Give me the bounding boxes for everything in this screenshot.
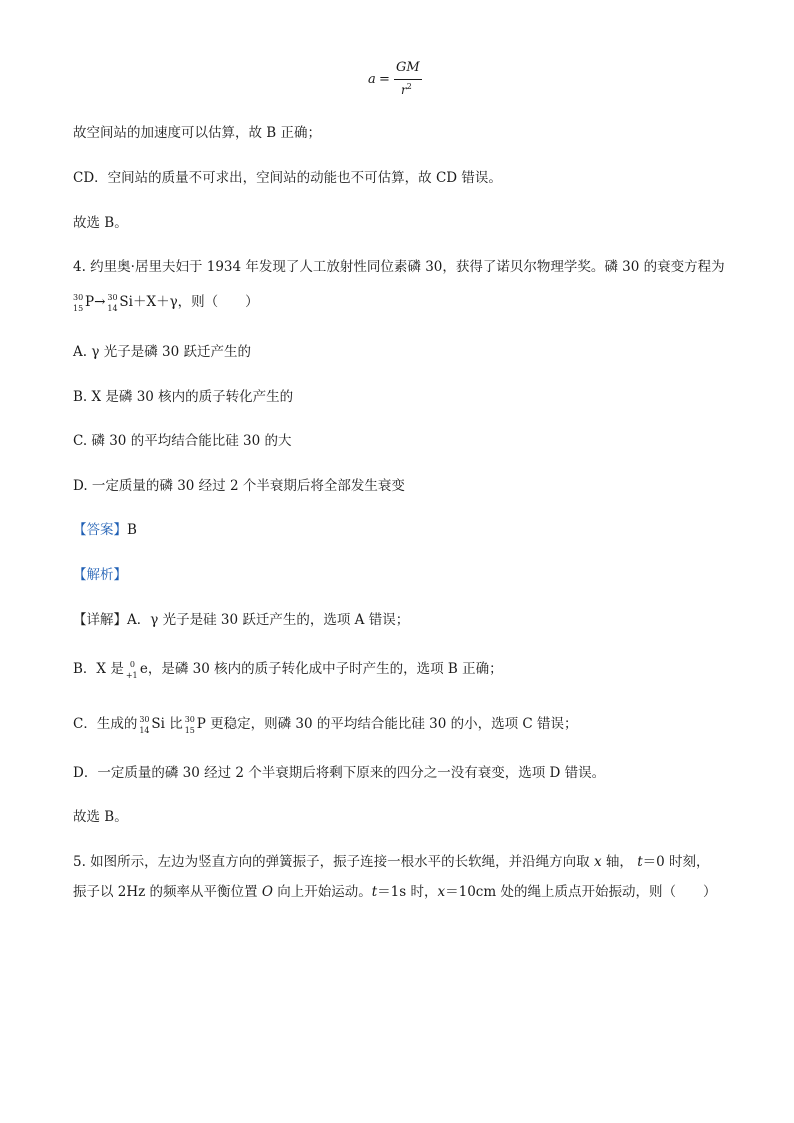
option-a: A. γ 光子是磷 30 跃迁产生的 bbox=[73, 344, 251, 360]
detail-b: B．X 是 0 +1 e，是磷 30 核内的质子转化成中子时产生的，选项 B 正确； bbox=[73, 660, 503, 680]
decay-equation: 30 15 P→ 30 14 Si＋X＋γ，则（ ） bbox=[73, 293, 259, 313]
text-line: 故空间站的加速度可以估算，故 B 正确； bbox=[73, 125, 322, 141]
formula-equals: = bbox=[379, 72, 390, 87]
nuclide-notation: 30 15 bbox=[184, 715, 195, 735]
nuclide-notation: 30 15 bbox=[73, 293, 84, 313]
answer-tag: 【答案】 bbox=[73, 522, 127, 538]
detail-a: 【详解】A．γ 光子是硅 30 跃迁产生的，选项 A 错误； bbox=[73, 612, 410, 628]
final-answer: 故选 B。 bbox=[73, 809, 128, 825]
answer-line bbox=[73, 521, 137, 539]
formula-numerator: GM bbox=[396, 60, 420, 75]
nuclide-notation: 0 +1 bbox=[125, 660, 138, 680]
nuclide-notation: 30 14 bbox=[107, 293, 118, 313]
detail-d: D．一定质量的磷 30 经过 2 个半衰期后将剩下原来的四分之一没有衰变，选项 D 错误。 bbox=[73, 765, 606, 781]
text-line: 故选 B。 bbox=[73, 215, 128, 231]
detail-tag: 【详解】 bbox=[73, 612, 127, 628]
question-5-line-1: 5. 如图所示，左边为竖直方向的弹簧振子，振子连接一根水平的长软绳，并沿绳方向取 x 轴， t＝0 时刻， bbox=[73, 854, 710, 870]
option-d: D. 一定质量的磷 30 经过 2 个半衰期后将全部发生衰变 bbox=[73, 478, 405, 494]
answer-value: B bbox=[127, 522, 137, 538]
analysis-tag: 【解析】 bbox=[73, 567, 127, 583]
option-b: B. X 是磷 30 核内的质子转化产生的 bbox=[73, 389, 294, 405]
text-line: CD．空间站的质量不可求出，空间站的动能也不可估算，故 CD 错误。 bbox=[73, 170, 502, 186]
formula-lhs: a bbox=[368, 72, 376, 87]
acceleration-formula bbox=[368, 60, 438, 100]
question-5-line-2: 振子以 2Hz 的频率从平衡位置 O 向上开始运动。t＝1s 时，x＝10cm 处的绳上质点开始振动，则（ ） bbox=[73, 884, 717, 900]
fraction-bar bbox=[394, 79, 422, 80]
nuclide-notation: 30 14 bbox=[139, 715, 150, 735]
question-4-stem: 4. 约里奥·居里夫妇于 1934 年发现了人工放射性同位素磷 30，获得了诺贝尔物理学奖。磷 30 的衰变方程为 bbox=[73, 259, 725, 275]
detail-c: C．生成的 30 14 Si 比 30 15 P 更稳定，则磷 30 的平均结合能比硅 30 的小，选项 C 错误； bbox=[73, 715, 578, 735]
formula-denominator: $r^2$ bbox=[401, 82, 412, 97]
option-c: C. 磷 30 的平均结合能比硅 30 的大 bbox=[73, 433, 292, 449]
